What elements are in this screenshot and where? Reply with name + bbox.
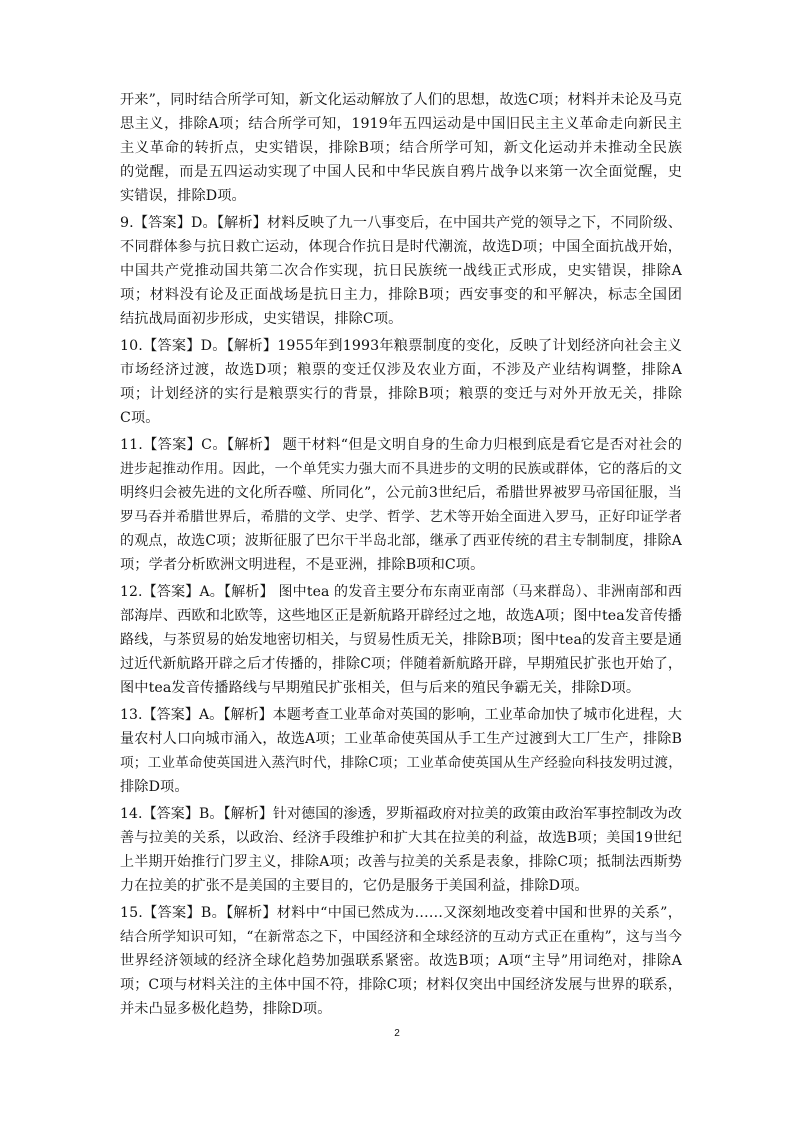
text-line: 力在拉美的扩张不是美国的主要目的，它仍是服务于美国利益，排除D项。 — [120, 878, 589, 894]
text-line: 开来”，同时结合所学可知，新文化运动解放了人们的思想，故选C项；材料并未论及马克 — [120, 92, 682, 108]
page-number: 2 — [394, 1028, 400, 1039]
text-line: 项；计划经济的实行是粮票实行的背景，排除B项；粮票的变迁与对外开放无关，排除 — [120, 386, 682, 402]
text-line: 12.【答案】A。【解析】 图中tea 的发音主要分布东南亚南部（马来群岛）、非洲南部和西 — [120, 584, 682, 600]
text-line: 中国共产党推动国共第二次合作实现，抗日民族统一战线正式形成，史实错误，排除A — [120, 263, 682, 279]
text-line: 9.【答案】D。【解析】材料反映了九一八事变后，在中国共产党的领导之下，不同阶级、 — [120, 215, 682, 231]
answer-10 — [120, 334, 682, 430]
text-line: 思主义，排除A项；结合所学可知，1919年五四运动是中国旧民主主义革命走向新民主 — [120, 116, 682, 132]
text-line: 过近代新航路开辟之后才传播的，排除C项；伴随着新航路开辟，早期殖民扩张也开始了， — [120, 656, 682, 672]
answer-13 — [120, 703, 682, 799]
text-line: 11.【答案】C。【解析】 题干材料“但是文明自身的生命力归根到底是看它是否对社会的 — [120, 437, 682, 453]
text-line: 10.【答案】D。【解析】1955年到1993年粮票制度的变化，反映了计划经济向社会主义 — [120, 338, 682, 354]
text-line: 结合所学知识可知，“在新常态之下，中国经济和全球经济的互动方式正在重构”，这与当今 — [120, 929, 682, 945]
text-line: 并未凸显多极化趋势，排除D项。 — [120, 1001, 332, 1017]
text-line: 的观点，故选C项；波斯征服了巴尔干半岛北部，继承了西亚传统的君主专制制度，排除A — [120, 533, 682, 549]
text-line: 图中tea发音传播路线与早期殖民扩张相关，但与后来的殖民争霸无关，排除D项。 — [120, 680, 641, 696]
text-line: 量农村人口向城市涌入，故选A项；工业革命使英国从手工生产过渡到大工厂生产，排除B — [120, 731, 682, 747]
answer-11 — [120, 433, 682, 577]
text-line: C项。 — [120, 410, 160, 426]
text-line: 路线，与茶贸易的始发地密切相关，与贸易性质无关，排除B项；图中tea的发音主要是通 — [120, 632, 683, 648]
document-body — [120, 88, 682, 1024]
text-line: 罗马吞并希腊世界后，希腊的文学、史学、哲学、艺术等开始全面进入罗马，正好印证学者 — [120, 509, 682, 525]
text-line: 市场经济过渡，故选D项；粮票的变迁仅涉及农业方面，不涉及产业结构调整，排除A — [120, 362, 682, 378]
text-line: 项；C项与材料关注的主体中国不符，排除C项；材料仅突出中国经济发展与世界的联系， — [120, 977, 682, 993]
text-line: 15.【答案】B。【解析】材料中“中国已然成为……又深刻地改变着中国和世界的关系”， — [120, 905, 682, 921]
paragraph-8-continued — [120, 88, 682, 208]
text-line: 明终归会被先进的文化所吞噬、所同化”，公元前3世纪后，希腊世界被罗马帝国征服，当 — [120, 485, 682, 501]
text-line: 实错误，排除D项。 — [120, 188, 246, 204]
text-line: 上半期开始推行门罗主义，排除A项；改善与拉美的关系是表象，排除C项；抵制法西斯势 — [120, 854, 682, 870]
text-line: 世界经济领域的经济全球化趋势加强联系紧密。故选B项；A项“主导”用词绝对，排除A — [120, 953, 682, 969]
text-line: 进步起推动作用。因此，一个单凭实力强大而不具进步的文明的民族或群体，它的落后的文 — [120, 461, 682, 477]
answer-9 — [120, 211, 682, 331]
text-line: 项；材料没有论及正面战场是抗日主力，排除B项；西安事变的和平解决，标志全国团 — [120, 287, 682, 303]
answer-15 — [120, 901, 682, 1021]
answer-14 — [120, 802, 682, 898]
text-line: 善与拉美的关系，以政治、经济手段维护和扩大其在拉美的利益，故选B项；美国19世纪 — [120, 830, 682, 846]
answer-12 — [120, 580, 682, 700]
text-line: 结抗战局面初步形成，史实错误，排除C项。 — [120, 311, 403, 327]
text-line: 的觉醒，而是五四运动实现了中国人民和中华民族自鸦片战争以来第一次全面觉醒，史 — [120, 164, 682, 180]
text-line: 不同群体参与抗日救亡运动，体现合作抗日是时代潮流，故选D项；中国全面抗战开始， — [120, 239, 682, 255]
text-line: 主义革命的转折点，史实错误，排除B项；结合所学可知，新文化运动并未推动全民族 — [120, 140, 682, 156]
text-line: 13.【答案】A。【解析】本题考查工业革命对英国的影响，工业革命加快了城市化进程，大 — [120, 707, 682, 723]
text-line: 排除D项。 — [120, 779, 189, 795]
text-line: 项；工业革命使英国进入蒸汽时代，排除C项；工业革命使英国从生产经验向科技发明过渡， — [120, 755, 682, 771]
text-line: 部海岸、西欧和北欧等，这些地区正是新航路开辟经过之地，故选A项；图中tea发音传播 — [120, 608, 682, 624]
text-line: 项；学者分析欧洲文明进程，不是亚洲，排除B项和C项。 — [120, 557, 485, 573]
text-line: 14.【答案】B。【解析】针对德国的渗透，罗斯福政府对拉美的政策由政治军事控制改为改 — [120, 806, 682, 822]
